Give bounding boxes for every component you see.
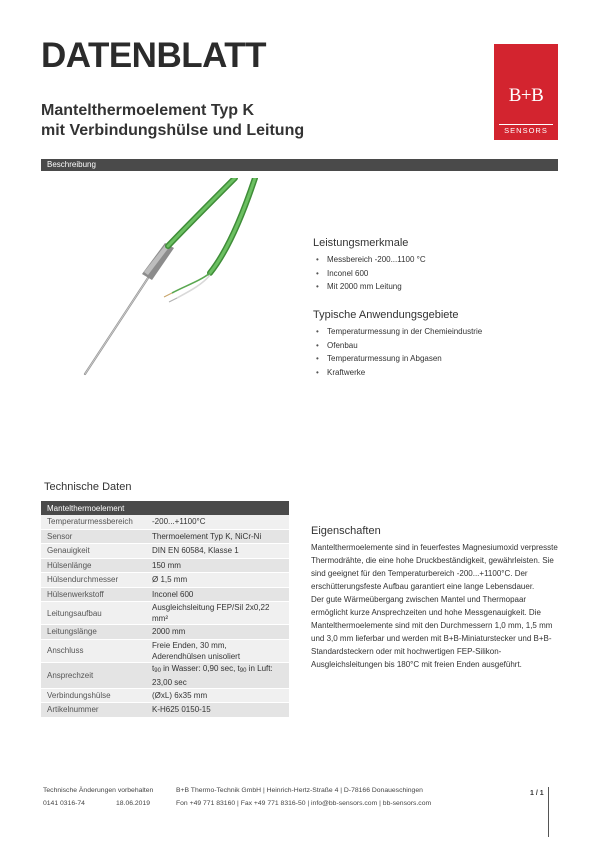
- technische-daten-heading: Technische Daten: [44, 481, 132, 493]
- row-value: 2000 mm: [146, 625, 289, 640]
- row-value: Ø 1,5 mm: [146, 573, 289, 588]
- row-value: 150 mm: [146, 558, 289, 573]
- row-value: K-H625 0150-15: [146, 703, 289, 718]
- bb-sensors-logo: [494, 44, 558, 140]
- row-value: [146, 662, 289, 688]
- table-row: [41, 625, 289, 640]
- t-subscript: 90: [239, 667, 247, 674]
- row-value: Thermoelement Typ K, NiCr-Ni: [146, 529, 289, 544]
- anwendung-list: [313, 325, 482, 379]
- list-item: • Temperaturmessung in der Chemieindustrie: [313, 325, 482, 339]
- section-bar-beschreibung: Beschreibung: [41, 159, 558, 171]
- free-wire-ends: [164, 273, 210, 302]
- table-row: [41, 544, 289, 559]
- footer-date: 18.06.2019: [116, 800, 151, 807]
- technische-daten-table: [41, 501, 289, 718]
- row-value: [146, 639, 289, 662]
- footer-note: Technische Änderungen vorbehalten: [43, 787, 154, 794]
- row-value: DIN EN 60584, Klasse 1: [146, 544, 289, 559]
- list-item: • Inconel 600: [313, 267, 426, 281]
- footer-divider: [548, 787, 549, 837]
- row-value: -200...+1100°C: [146, 515, 289, 529]
- table-header: Mantelthermoelement: [41, 501, 289, 515]
- row-value: (ØxL) 6x35 mm: [146, 688, 289, 703]
- footer-doc-number: 0141 0316-74: [43, 800, 85, 807]
- leistung-heading: Leistungsmerkmale: [313, 237, 409, 249]
- table-row: [41, 573, 289, 588]
- list-item: • Temperaturmessung in Abgasen: [313, 352, 482, 366]
- t-symbol: t: [152, 663, 155, 673]
- t-subscript: 90: [154, 667, 161, 674]
- table-row: [41, 529, 289, 544]
- row-label: Verbindungshülse: [41, 688, 146, 703]
- anwendung-heading: Typische Anwendungsgebiete: [313, 309, 459, 321]
- table-row: [41, 639, 289, 662]
- table-row: [41, 688, 289, 703]
- row-value-line-1: Freie Enden, 30 mm,: [152, 640, 227, 650]
- page-number: 1 / 1: [530, 790, 544, 797]
- row-value: Inconel 600: [146, 587, 289, 602]
- eigenschaften-heading: Eigenschaften: [311, 525, 381, 537]
- eigenschaften-paragraph-1: Mantelthermoelemente sind in feuerfestes Magnesiumoxid verpresste Thermodrähte, die eine hohe Druckbeständigkeit, gewährleisten. Sie sind geeignet für den Temperaturbereich -200...+1100°C. Der erschütterungsfeste Aufbau garantiert eine lange Lebensdauer.: [311, 543, 558, 591]
- row-label: Genauigkeit: [41, 544, 146, 559]
- table-row: [41, 558, 289, 573]
- eigenschaften-paragraph-2: Der gute Wärmeübergang zwischen Mantel und Thermopaar ermöglicht kurze Ansprechzeiten und hohe Messgenauigkeit. Die Mantelthermoelemente sind mit den Durchmessern 1,0 mm, 1,5 mm und 3,0 mm lieferbar und werden mit B+B-Miniaturstecker und B+B-Standardsteckern oder mit hochwertigen FEP-Silikon-Ausgleichsleitungen bis 180°C mit freien Enden ausgeführt.: [311, 595, 553, 669]
- row-label: Hülsenlänge: [41, 558, 146, 573]
- list-item: • Messbereich -200...1100 °C: [313, 253, 426, 267]
- row-value-line-2: 23,00 sec: [152, 677, 187, 687]
- t-text: in Wasser: 0,90 sec, t: [160, 663, 240, 673]
- page-title: DATENBLATT: [41, 36, 267, 75]
- row-label: Hülsenwerkstoff: [41, 587, 146, 602]
- table-row: [41, 515, 289, 529]
- footer-company: B+B Thermo-Technik GmbH | Heinrich-Hertz-Straße 4 | D-78166 Donaueschingen: [176, 787, 423, 794]
- logo-divider: [499, 124, 553, 125]
- table-row: [41, 587, 289, 602]
- product-subtitle: [41, 101, 304, 141]
- row-label: Anschluss: [41, 639, 146, 662]
- row-label: Leitungsaufbau: [41, 602, 146, 625]
- product-image: [60, 178, 300, 378]
- t-text: in Luft:: [246, 663, 273, 673]
- list-item: • Ofenbau: [313, 339, 482, 353]
- eigenschaften-text: [311, 541, 559, 671]
- table-row: [41, 662, 289, 688]
- row-label: Hülsendurchmesser: [41, 573, 146, 588]
- table-row: [41, 602, 289, 625]
- row-value-line-2: Aderendhülsen unisoliert: [152, 651, 241, 661]
- logo-subtext: SENSORS: [504, 126, 548, 135]
- row-label: Sensor: [41, 529, 146, 544]
- row-label: Artikelnummer: [41, 703, 146, 718]
- row-label: Ansprechzeit: [41, 662, 146, 688]
- row-value-line-1: [152, 663, 285, 677]
- subtitle-line-2: mit Verbindungshülse und Leitung: [41, 122, 305, 139]
- list-item: • Mit 2000 mm Leitung: [313, 280, 426, 294]
- leistung-list: [313, 253, 426, 294]
- row-label: Temperaturmessbereich: [41, 515, 146, 529]
- table-row: [41, 703, 289, 718]
- row-label: Leitungslänge: [41, 625, 146, 640]
- list-item: • Kraftwerke: [313, 366, 482, 380]
- subtitle-line-1: Mantelthermoelement Typ K: [41, 102, 255, 119]
- row-value: Ausgleichsleitung FEP/Sil 2x0,22 mm²: [146, 602, 289, 625]
- logo-text: B+B: [508, 85, 544, 106]
- footer-contact: Fon +49 771 83160 | Fax +49 771 8316-50 | info@bb-sensors.com | bb-sensors.com: [176, 800, 432, 807]
